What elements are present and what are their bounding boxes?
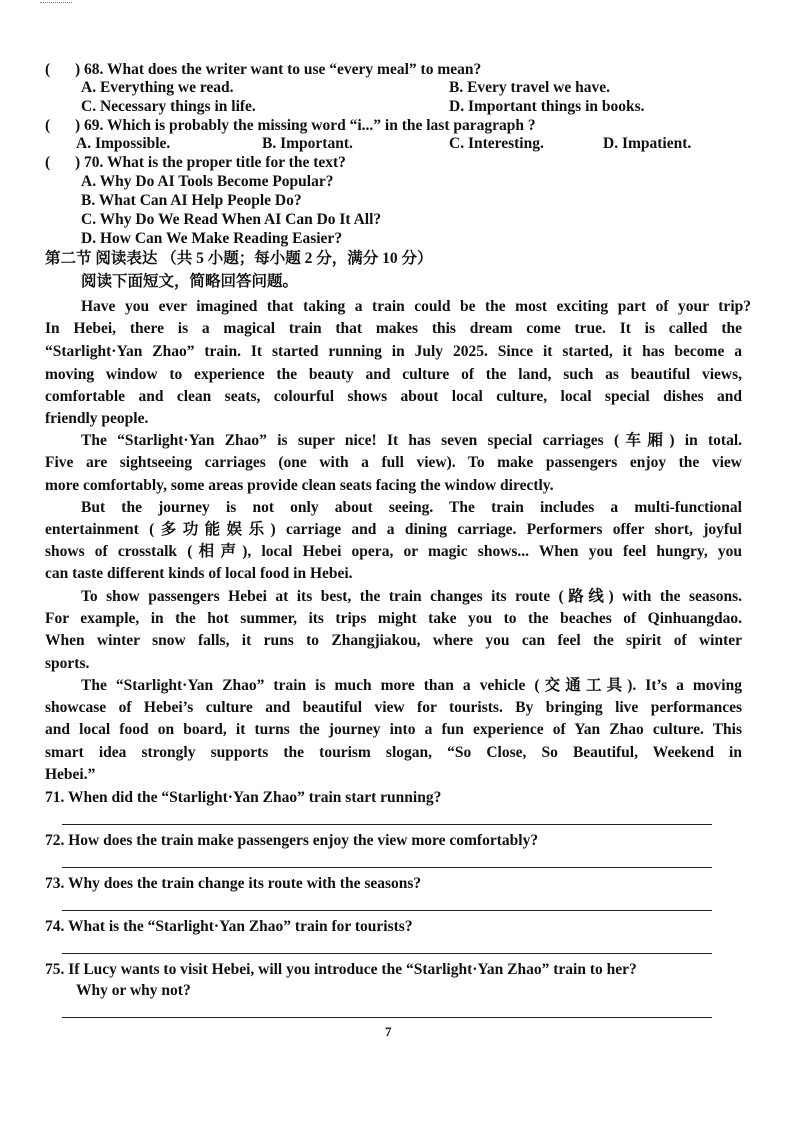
q69-option-b[interactable]: B. Important. — [262, 135, 353, 152]
passage-line: To show passengers Hebei at its best, the train changes its route (路线) with the seasons. — [81, 588, 742, 605]
passage-line: In Hebei, there is a magical train that makes this dream come true. It is called the — [45, 320, 742, 337]
page-number: 7 — [385, 1024, 392, 1039]
passage-line: Hebei.” — [45, 766, 96, 783]
q69-option-d[interactable]: D. Impatient. — [603, 135, 692, 152]
scan-mark — [40, 2, 72, 7]
passage-line: Have you ever imagined that taking a train could be the most exciting part of your trip? — [81, 298, 751, 315]
q70-option-d[interactable]: D. How Can We Make Reading Easier? — [81, 230, 343, 247]
q69-option-a[interactable]: A. Impossible. — [76, 135, 171, 152]
q70-option-c[interactable]: C. Why Do We Read When AI Can Do It All? — [81, 211, 382, 228]
question-71: 71. When did the “Starlight·Yan Zhao” train start running? — [45, 789, 442, 806]
question-75-continued: Why or why not? — [76, 982, 191, 999]
passage-line: more comfortably, some areas provide clean seats facing the window directly. — [45, 477, 554, 494]
q68-option-b[interactable]: B. Every travel we have. — [449, 79, 610, 96]
question-74: 74. What is the “Starlight·Yan Zhao” train for tourists? — [45, 918, 413, 935]
passage-line: entertainment (多功能娱乐) carriage and a dining carriage. Performers offer short, joyful — [45, 521, 742, 538]
section-instruction: 阅读下面短文，简略回答问题。 — [81, 273, 299, 290]
question-73: 73. Why does the train change its route with the seasons? — [45, 875, 422, 892]
passage-line: can taste different kinds of local food in Hebei. — [45, 565, 353, 582]
passage-line: Five are sightseeing carriages (one with a full view). To make passengers enjoy the view — [45, 454, 742, 471]
question-69-stem: ) 69. Which is probably the missing word “i...” in the last paragraph ? — [75, 117, 536, 134]
passage-line: friendly people. — [45, 410, 149, 427]
q68-option-d[interactable]: D. Important things in books. — [449, 98, 645, 115]
answer-line-75[interactable] — [62, 1017, 712, 1018]
q68-option-a[interactable]: A. Everything we read. — [81, 79, 234, 96]
answer-bracket-68[interactable]: ( — [45, 61, 51, 78]
passage-line: shows of crosstalk (相声), local Hebei opera, or magic shows... When you feel hungry, you — [45, 543, 742, 560]
q69-option-c[interactable]: C. Interesting. — [449, 135, 544, 152]
answer-line-72[interactable] — [62, 867, 712, 868]
passage-line: The “Starlight·Yan Zhao” train is much more than a vehicle (交通工具). It’s a moving — [81, 677, 742, 694]
passage-line: and local food on board, it turns the journey into a fun experience of Yan Zhao culture. This — [45, 721, 742, 738]
passage-line: moving window to experience the beauty and culture of the land, such as beautiful views, — [45, 366, 742, 383]
passage-line: showcase of Hebei’s culture and beautiful view for tourists. By bringing live performances — [45, 699, 742, 716]
passage-line: The “Starlight·Yan Zhao” is super nice! It has seven special carriages (车厢) in total. — [81, 432, 742, 449]
answer-bracket-69[interactable]: ( — [45, 117, 51, 134]
passage-line: sports. — [45, 655, 90, 672]
question-68-stem: ) 68. What does the writer want to use “every meal” to mean? — [75, 61, 482, 78]
q68-option-c[interactable]: C. Necessary things in life. — [81, 98, 256, 115]
answer-line-73[interactable] — [62, 910, 712, 911]
passage-line: But the journey is not only about seeing. The train includes a multi-functional — [81, 499, 742, 516]
answer-line-74[interactable] — [62, 953, 712, 954]
answer-line-71[interactable] — [62, 824, 712, 825]
q70-option-a[interactable]: A. Why Do AI Tools Become Popular? — [81, 173, 334, 190]
question-72: 72. How does the train make passengers enjoy the view more comfortably? — [45, 832, 539, 849]
passage-line: When winter snow falls, it runs to Zhangjiakou, where you can feel the spirit of winter — [45, 632, 742, 649]
answer-bracket-70[interactable]: ( — [45, 154, 51, 171]
q70-option-b[interactable]: B. What Can AI Help People Do? — [81, 192, 302, 209]
passage-line: comfortable and clean seats, colourful shows about local culture, local special dishes and — [45, 388, 742, 405]
question-75: 75. If Lucy wants to visit Hebei, will you introduce the “Starlight·Yan Zhao” train to her? — [45, 961, 637, 978]
passage-line: smart idea strongly supports the tourism slogan, “So Close, So Beautiful, Weekend in — [45, 744, 742, 761]
section-heading: 第二节 阅读表达 （共 5 小题；每小题 2 分，满分 10 分） — [45, 250, 433, 267]
passage-line: “Starlight·Yan Zhao” train. It started running in July 2025. Since it started, it has become a — [45, 343, 742, 360]
question-70-stem: ) 70. What is the proper title for the text? — [75, 154, 346, 171]
passage-line: For example, in the hot summer, its trips might take you to the beaches of Qinhuangdao. — [45, 610, 742, 627]
